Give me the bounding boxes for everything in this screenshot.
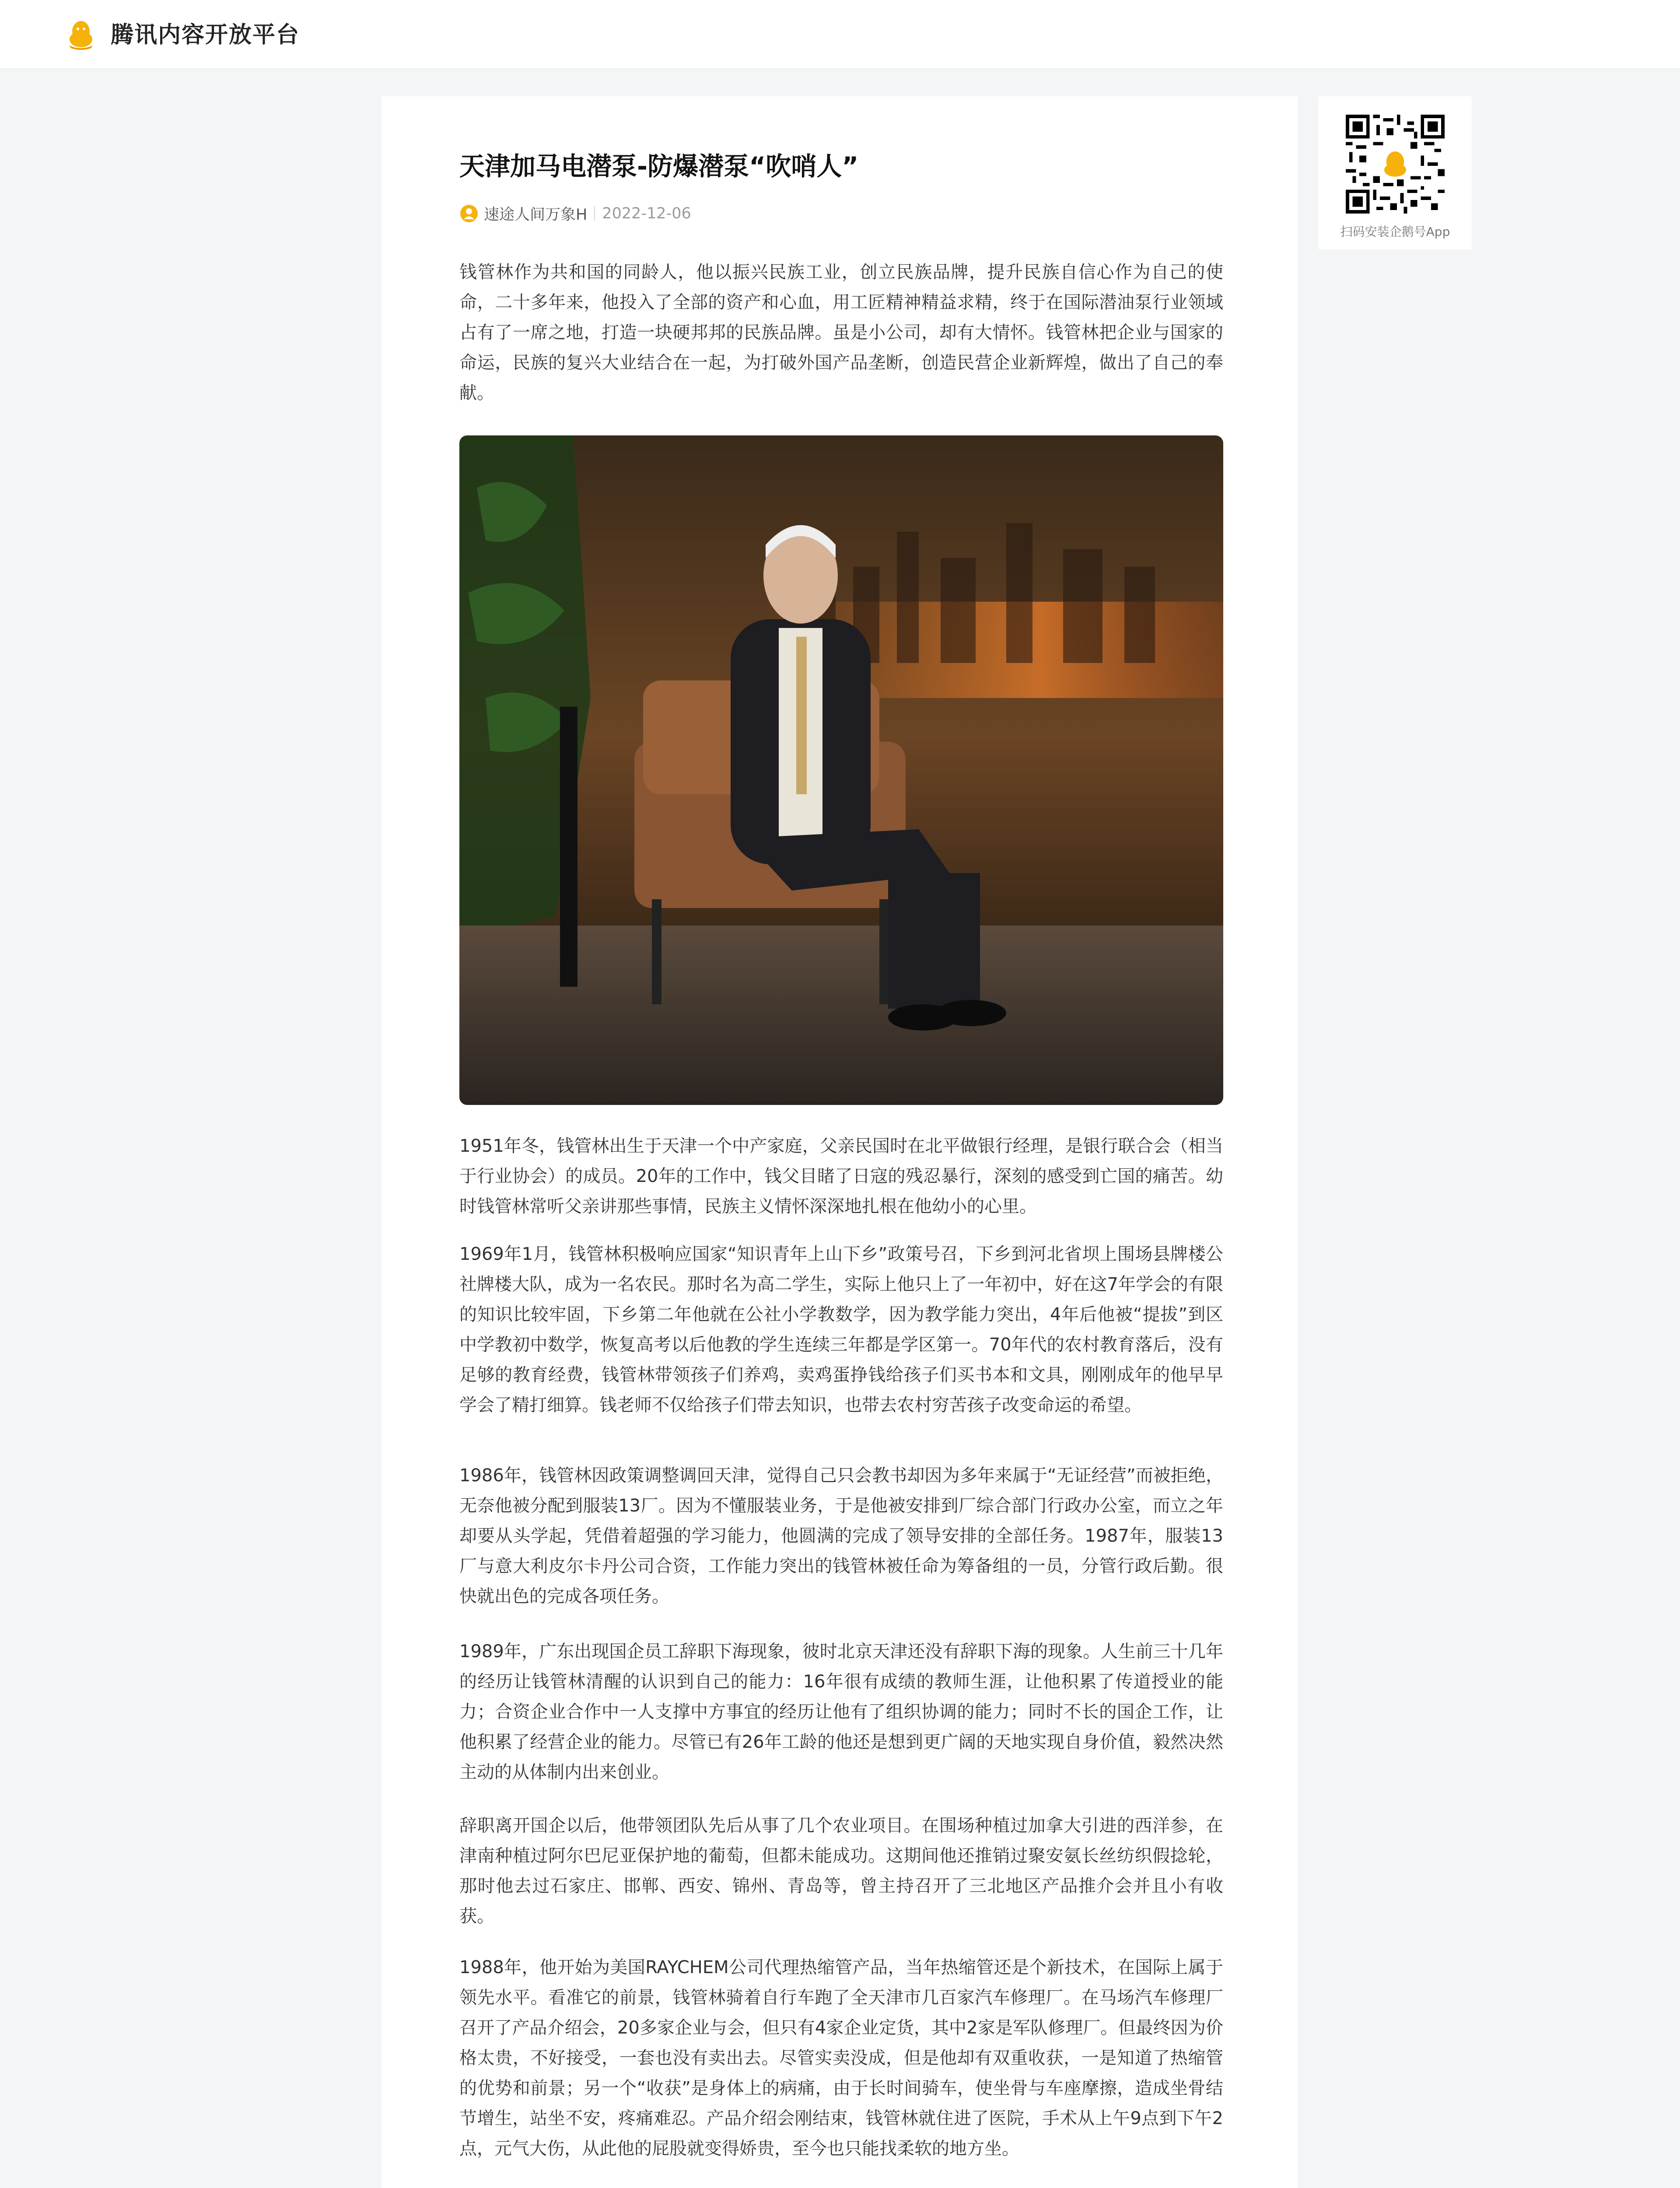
author-name[interactable]: 速途人间万象H — [484, 206, 588, 224]
article-photo — [459, 435, 1223, 1105]
publish-date: 2022-12-06 — [602, 205, 691, 222]
article-card — [382, 96, 1298, 2188]
article-paragraph: 1969年1月，钱管林积极响应国家“知识青年上山下乡”政策号召，下乡到河北省坝上围场县牌楼公社牌楼大队，成为一名农民。那时名为高二学生，实际上他只上了一年初中，好在这7年学会的有限的知识比较牢固，下乡第二年他就在公社小学教数学，因为教学能力突出，4年后他被“提拔”到区中学教初中数学，恢复高考以后他教的学生连续三年都是学区第一。70年代的农村教育落后，没有足够的教育经费，钱管林带领孩子们养鸡，卖鸡蛋挣钱给孩子们买书本和文具，刚刚成年的他早早学会了精打细算。钱老师不仅给孩子们带去知识，也带去农村穷苦孩子改变命运的希望。 — [459, 1244, 1223, 1415]
top-bar — [0, 0, 1680, 68]
qr-caption: 扫码安装企鹅号App — [1340, 224, 1450, 239]
article-paragraph: 1986年，钱管林因政策调整调回天津，觉得自己只会教书却因为多年来属于“无证经营”而被拒绝，无奈他被分配到服装13厂。因为不懂服装业务，于是他被安排到厂综合部门行政办公室，而立之年却要从头学起，凭借着超强的学习能力，他圆满的完成了领导安排的全部任务。1987年，服装13厂与意大利皮尔卡丹公司合资，工作能力突出的钱管林被任命为筹备组的一员，分管行政后勤。很快就出色的完成各项任务。 — [459, 1466, 1223, 1606]
article-paragraph: 辞职离开国企以后，他带领团队先后从事了几个农业项目。在围场种植过加拿大引进的西洋参，在津南种植过阿尔巴尼亚保护地的葡萄，但都未能成功。这期间他还推销过聚安氨长丝纺织假捻轮，那时他去过石家庄、邯郸、西安、锦州、青岛等，曾主持召开了三北地区产品推介会并且小有收获。 — [459, 1816, 1223, 1926]
article-title: 天津加马电潜泵-防爆潜泵“吹哨人” — [459, 151, 859, 181]
article-paragraph: 1951年冬，钱管林出生于天津一个中产家庭，父亲民国时在北平做银行经理，是银行联合会（相当于行业协会）的成员。20年的工作中，钱父目睹了日寇的残忍暴行，深刻的感受到亡国的痛苦。幼时钱管林常听父亲讲那些事情，民族主义情怀深深地扎根在他幼小的心里。 — [459, 1136, 1223, 1217]
user-badge-icon — [459, 204, 479, 223]
meta-divider — [594, 206, 595, 221]
article-meta — [459, 203, 691, 224]
penguin-logo-icon[interactable] — [66, 18, 96, 50]
qr-card — [1319, 96, 1472, 249]
article-paragraph: 1989年，广东出现国企员工辞职下海现象，彼时北京天津还没有辞职下海的现象。人生前三十几年的经历让钱管林清醒的认识到自己的能力：16年很有成绩的教师生涯，让他积累了传道授业的能力；合资企业合作中一人支撑中方事宜的经历让他有了组织协调的能力；同时不长的国企工作，让他积累了经营企业的能力。尽管已有26年工龄的他还是想到更广阔的天地实现自身价值，毅然决然主动的从体制内出来创业。 — [459, 1641, 1223, 1782]
qr-code-icon[interactable] — [1346, 115, 1445, 214]
site-name[interactable]: 腾讯内容开放平台 — [111, 22, 300, 48]
article-paragraph: 钱管林作为共和国的同龄人，他以振兴民族工业，创立民族品牌，提升民族自信心作为自己的使命，二十多年来，他投入了全部的资产和心血，用工匠精神精益求精，终于在国际潜油泵行业领域占有了一席之地，打造一块硬邦邦的民族品牌。虽是小公司，却有大情怀。钱管林把企业与国家的命运，民族的复兴大业结合在一起，为打破外国产品垄断，创造民营企业新辉煌，做出了自己的奉献。 — [459, 262, 1223, 403]
article-paragraph: 1988年，他开始为美国RAYCHEM公司代理热缩管产品，当年热缩管还是个新技术，在国际上属于领先水平。看准它的前景，钱管林骑着自行车跑了全天津市几百家汽车修理厂。在马场汽车修理厂召开了产品介绍会，20多家企业与会，但只有4家企业定货，其中2家是军队修理厂。但最终因为价格太贵，不好接受，一套也没有卖出去。尽管实卖没成，但是他却有双重收获，一是知道了热缩管的优势和前景；另一个“收获”是身体上的病痛，由于长时间骑车，使坐骨与车座摩擦，造成坐骨结节增生，站坐不安，疼痛难忍。产品介绍会刚结束，钱管林就住进了医院，手术从上午9点到下午2点，元气大伤，从此他的屁股就变得娇贵，至今也只能找柔软的地方坐。 — [459, 1957, 1223, 2159]
